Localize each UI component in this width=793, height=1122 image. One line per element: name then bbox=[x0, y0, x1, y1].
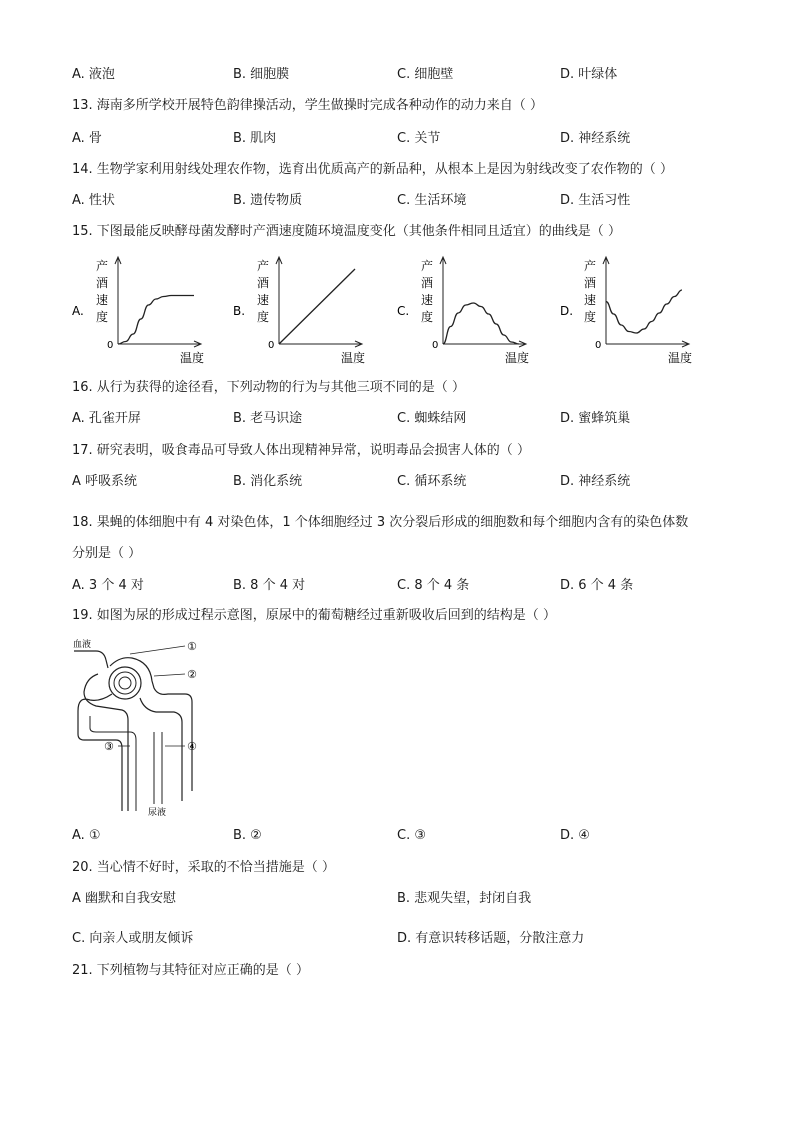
q14-option-d: D. 生活习性 bbox=[560, 193, 631, 208]
q15-ylabel-char-b: 速 bbox=[257, 293, 270, 307]
marker-2: ② bbox=[187, 668, 197, 681]
nephron-diagram bbox=[70, 636, 220, 818]
q15-ylabel-char-d: 速 bbox=[584, 293, 597, 307]
q15-option-letter-a: A. bbox=[72, 304, 84, 318]
q17-option-d: D. 神经系统 bbox=[560, 474, 631, 489]
q14-option-a: A. 性状 bbox=[72, 193, 115, 208]
q20-stem: 20. 当心情不好时，采取的不恰当措施是（ ） bbox=[72, 860, 335, 875]
marker-4: ④ bbox=[187, 740, 197, 753]
q19-option-b: B. ② bbox=[233, 828, 262, 843]
q20-option-c: C. 向亲人或朋友倾诉 bbox=[72, 931, 194, 946]
q15-ylabel-char-b: 度 bbox=[257, 310, 270, 324]
q15-ylabel-char-b: 酒 bbox=[257, 276, 270, 290]
marker-3: ③ bbox=[104, 740, 114, 753]
q18-stem-line2: 分别是（ ） bbox=[72, 546, 142, 561]
q15-ylabel-char-a: 产 bbox=[96, 259, 109, 273]
q19-stem: 19. 如图为尿的形成过程示意图，原尿中的葡萄糖经过重新吸收后回到的结构是（ ） bbox=[72, 608, 556, 623]
q21-stem: 21. 下列植物与其特征对应正确的是（ ） bbox=[72, 963, 309, 978]
q18-stem-line1: 18. 果蝇的体细胞中有 4 对染色体，1 个体细胞经过 3 次分裂后形成的细胞数和每个细胞内含有的染色体数 bbox=[72, 515, 689, 530]
q15-ylabel-char-a: 速 bbox=[96, 293, 109, 307]
afferent-vessel bbox=[74, 651, 108, 668]
urine-label: 尿液 bbox=[148, 808, 167, 818]
q16-option-d: D. 蜜蜂筑巢 bbox=[560, 411, 631, 426]
q15-ylabel-char-c: 度 bbox=[421, 310, 434, 324]
q15-option-letter-b: B. bbox=[233, 304, 246, 318]
q18-option-a: A. 3 个 4 对 bbox=[72, 578, 144, 593]
q15-option-letter-c: C. bbox=[397, 304, 410, 318]
q13-option-b: B. 肌肉 bbox=[233, 131, 277, 146]
q14-option-b: B. 遗传物质 bbox=[233, 193, 303, 208]
q15-ylabel-char-c: 酒 bbox=[421, 276, 434, 290]
q18-option-c: C. 8 个 4 条 bbox=[397, 578, 470, 593]
renal-tubule-outer bbox=[78, 694, 122, 811]
q19-option-c: C. ③ bbox=[397, 828, 426, 843]
q12-option-c: C. 细胞壁 bbox=[397, 67, 454, 82]
leader-1 bbox=[130, 646, 185, 654]
tubule-loop bbox=[90, 716, 136, 811]
blood-label: 血液 bbox=[73, 640, 92, 650]
q17-option-c: C. 循环系统 bbox=[397, 474, 467, 489]
leader-2 bbox=[154, 674, 185, 676]
q17-option-b: B. 消化系统 bbox=[233, 474, 303, 489]
q15-stem: 15. 下图最能反映酵母菌发酵时产酒速度随环境温度变化（其他条件相同且适宜）的曲线是（ ） bbox=[72, 224, 621, 239]
q13-option-d: D. 神经系统 bbox=[560, 131, 631, 146]
q15-xlabel-c: 温度 bbox=[505, 351, 530, 365]
q15-charts bbox=[0, 252, 793, 367]
q14-option-c: C. 生活环境 bbox=[397, 193, 467, 208]
q15-xlabel-a: 温度 bbox=[180, 351, 205, 365]
q15-ylabel-char-a: 酒 bbox=[96, 276, 109, 290]
renal-tubule-inner bbox=[140, 698, 182, 801]
q19-option-a: A. ① bbox=[72, 828, 101, 843]
q12-option-b: B. 细胞膜 bbox=[233, 67, 290, 82]
q15-xlabel-d: 温度 bbox=[668, 351, 693, 365]
q15-ylabel-char-b: 产 bbox=[257, 259, 270, 273]
q15-origin-d: 0 bbox=[595, 340, 602, 351]
marker-1: ① bbox=[187, 640, 197, 653]
q15-ylabel-char-d: 产 bbox=[584, 259, 597, 273]
q19-option-d: D. ④ bbox=[560, 828, 590, 843]
q14-stem: 14. 生物学家利用射线处理农作物，选育出优质高产的新品种，从根本上是因为射线改变了农作物的（ ） bbox=[72, 162, 673, 177]
q12-option-d: D. 叶绿体 bbox=[560, 67, 618, 82]
q20-option-d: D. 有意识转移话题，分散注意力 bbox=[397, 931, 585, 946]
q13-option-a: A. 骨 bbox=[72, 131, 102, 146]
q13-stem: 13. 海南多所学校开展特色韵律操活动，学生做操时完成各种动作的动力来自（ ） bbox=[72, 98, 543, 113]
q15-origin-b: 0 bbox=[268, 340, 275, 351]
glomerulus-inner bbox=[119, 677, 131, 689]
collecting-duct bbox=[154, 732, 162, 804]
q16-option-c: C. 蜘蛛结网 bbox=[397, 411, 467, 426]
q15-origin-a: 0 bbox=[107, 340, 114, 351]
q15-curve-a bbox=[118, 296, 194, 345]
q20-option-a: A 幽默和自我安慰 bbox=[72, 891, 177, 906]
q15-ylabel-char-d: 度 bbox=[584, 310, 597, 324]
glomerulus bbox=[114, 672, 136, 694]
q15-ylabel-char-c: 速 bbox=[421, 293, 434, 307]
q15-curve-d bbox=[606, 290, 682, 333]
q16-stem: 16. 从行为获得的途径看，下列动物的行为与其他三项不同的是（ ） bbox=[72, 380, 465, 395]
q18-option-d: D. 6 个 4 条 bbox=[560, 578, 634, 593]
q18-option-b: B. 8 个 4 对 bbox=[233, 578, 306, 593]
q15-ylabel-char-d: 酒 bbox=[584, 276, 597, 290]
q16-option-a: A. 孔雀开屏 bbox=[72, 411, 141, 426]
q17-stem: 17. 研究表明，吸食毒品可导致人体出现精神异常，说明毒品会损害人体的（ ） bbox=[72, 443, 530, 458]
q12-option-a: A. 液泡 bbox=[72, 67, 115, 82]
q20-option-b: B. 悲观失望，封闭自我 bbox=[397, 891, 532, 906]
q17-option-a: A 呼吸系统 bbox=[72, 474, 138, 489]
q15-curve-b bbox=[279, 269, 355, 344]
q15-origin-c: 0 bbox=[432, 340, 439, 351]
q15-xlabel-b: 温度 bbox=[341, 351, 366, 365]
q15-option-letter-d: D. bbox=[560, 304, 574, 318]
q13-option-c: C. 关节 bbox=[397, 131, 441, 146]
q16-option-b: B. 老马识途 bbox=[233, 411, 303, 426]
q15-ylabel-char-c: 产 bbox=[421, 259, 434, 273]
q15-curve-c bbox=[443, 303, 519, 344]
q15-ylabel-char-a: 度 bbox=[96, 310, 109, 324]
